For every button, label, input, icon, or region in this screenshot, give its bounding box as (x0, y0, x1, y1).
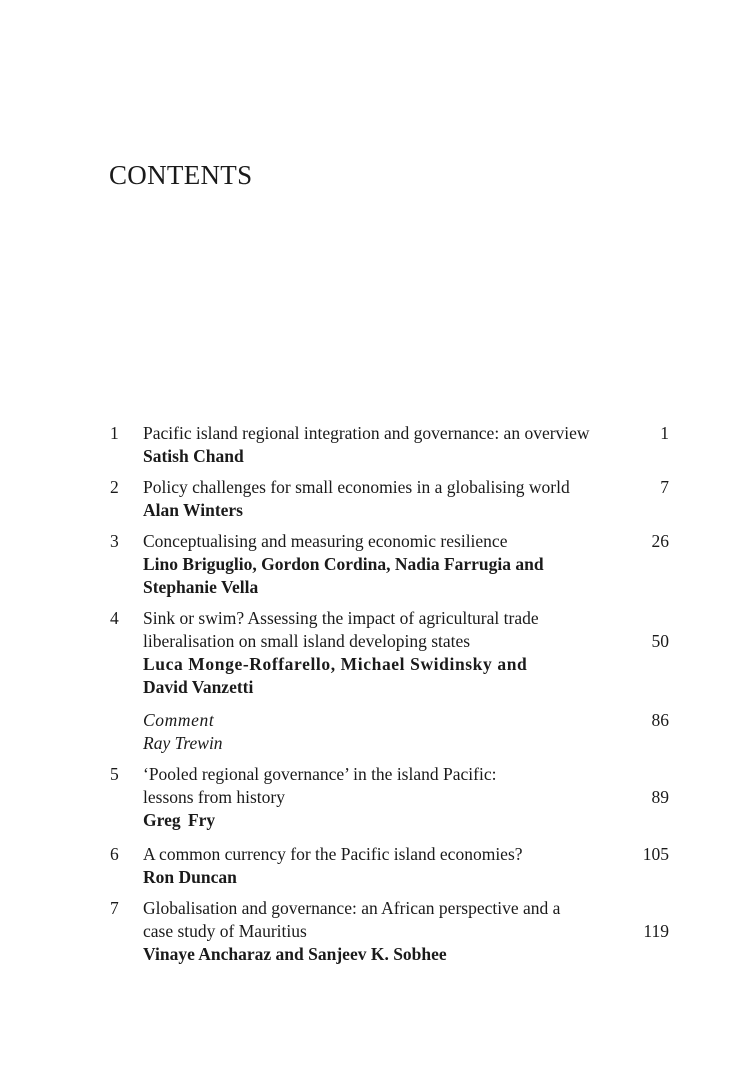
chapter-number: 4 (110, 608, 119, 628)
chapter-author: Lino Briguglio, Gordon Cordina, Nadia Farrugia and (143, 554, 544, 574)
chapter-title: lessons from history (143, 787, 285, 807)
chapter-number: 5 (110, 764, 119, 784)
chapter-number: 3 (110, 531, 119, 551)
chapter-title: Policy challenges for small economies in a globalising world (143, 477, 570, 497)
page-number: 89 (651, 787, 669, 807)
page-title: CONTENTS (109, 160, 253, 190)
chapter-author: Greg Fry (143, 810, 216, 830)
chapter-author: Luca Monge-Roffarello, Michael Swidinsky and (143, 654, 528, 674)
page-number: 26 (651, 531, 669, 551)
chapter-author: David Vanzetti (143, 677, 254, 697)
comment-author: Ray Trewin (143, 733, 223, 753)
chapter-number: 6 (110, 844, 119, 864)
chapter-author: Vinaye Ancharaz and Sanjeev K. Sobhee (143, 944, 447, 964)
chapter-title: Sink or swim? Assessing the impact of agricultural trade (143, 608, 539, 628)
page-number: 7 (660, 477, 669, 497)
chapter-title: Pacific island regional integration and governance: an overview (143, 423, 590, 443)
comment-title: Comment (143, 710, 215, 730)
chapter-title: case study of Mauritius (143, 921, 307, 941)
chapter-number: 2 (110, 477, 119, 497)
chapter-author: Alan Winters (143, 500, 243, 520)
chapter-title: ‘Pooled regional governance’ in the island Pacific: (143, 764, 497, 784)
page-number: 105 (642, 844, 669, 864)
chapter-title: liberalisation on small island developing states (143, 631, 471, 651)
page-number: 86 (651, 710, 669, 730)
chapter-author: Satish Chand (143, 446, 244, 466)
page-number: 119 (643, 921, 669, 941)
chapter-title: Conceptualising and measuring economic resilience (143, 531, 508, 551)
page-number: 50 (651, 631, 669, 651)
chapter-title: A common currency for the Pacific island economies? (143, 844, 523, 864)
page-number: 1 (660, 423, 669, 443)
chapter-title: Globalisation and governance: an African perspective and a (143, 898, 561, 918)
chapter-number: 7 (110, 898, 119, 918)
chapter-author: Stephanie Vella (143, 577, 259, 597)
chapter-number: 1 (110, 423, 119, 443)
chapter-author: Ron Duncan (143, 867, 237, 887)
